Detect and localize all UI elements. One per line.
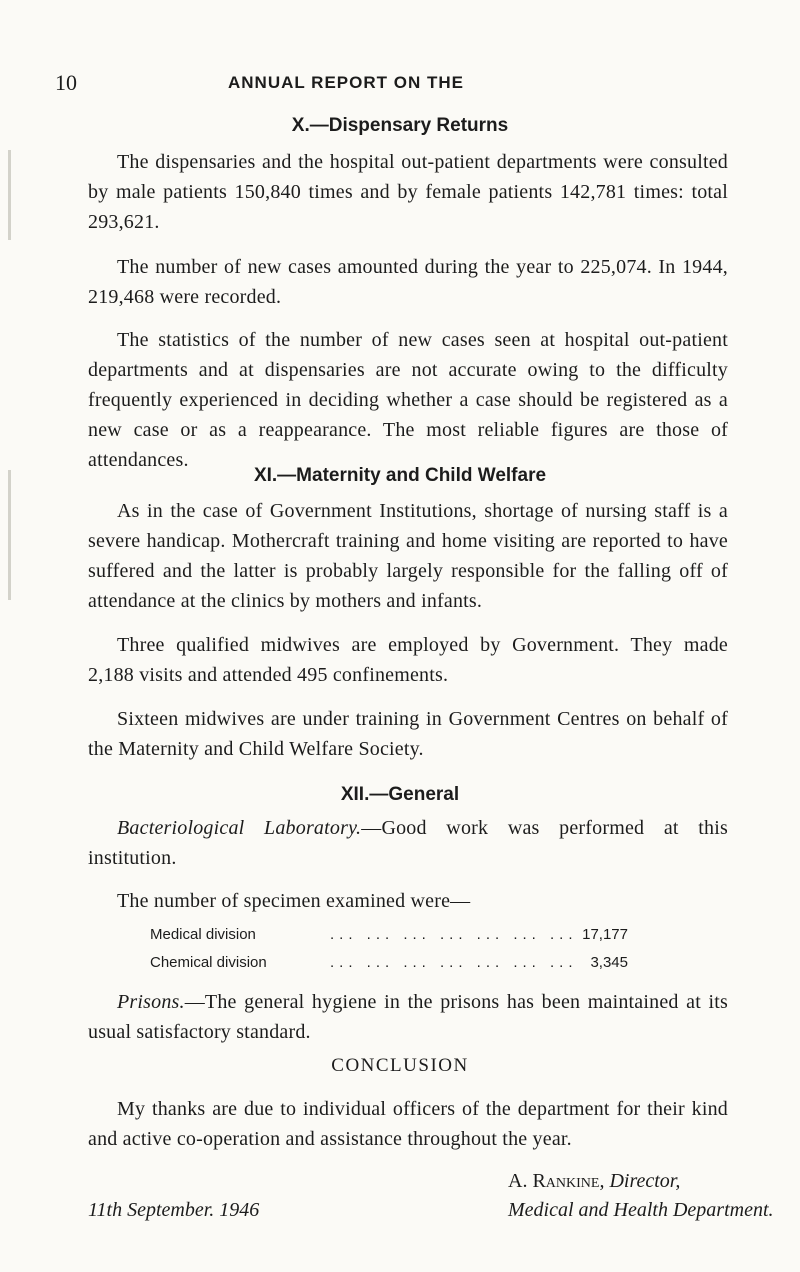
- signature-initial: A.: [508, 1170, 533, 1192]
- section-x-title: X.—Dispensary Returns: [291, 115, 509, 136]
- page-number: 10: [55, 70, 77, 95]
- section-xi-paragraph-1: As in the case of Government Institutions, shortage of nursing staff is a severe handicap. Mothercraft training and home visiting are reported to have suffered and the latter is probably largely responsible for the falling off of attendance at the clinics by mothers and infants.: [88, 500, 728, 612]
- prisons-paragraph: [88, 987, 728, 1047]
- conclusion-paragraph: My thanks are due to individual officers of the department for their kind and active co-operation and assistance throughout the year.: [88, 1098, 728, 1150]
- conclusion-title: CONCLUSION: [331, 1055, 469, 1076]
- scan-edge-mark: [8, 150, 11, 240]
- running-title: ANNUAL REPORT ON THE: [228, 73, 464, 92]
- prisons-text: —The general hygiene in the prisons has been maintained at its usual satisfactory standard.: [88, 991, 728, 1043]
- signature-name: Rankine: [532, 1170, 600, 1192]
- leader-dots: ... ... ... ... ... ... ...: [330, 926, 578, 943]
- section-x-paragraph-3: The statistics of the number of new cases seen at hospital out-patient departments and at dispensaries are not accurate owing to the difficulty frequently experienced in deciding whether a case should be registered as a new case or as a reappearance. The most reliable figures are those of attendances.: [88, 329, 728, 471]
- prisons-heading: Prisons.: [117, 991, 185, 1013]
- specimen-value: 17,177: [582, 926, 628, 943]
- specimen-row-chemical: [150, 954, 628, 976]
- section-xi-paragraph-2: Three qualified midwives are employed by Government. They made 2,188 visits and attended 495 confinements.: [88, 634, 728, 686]
- lab-text: —Good work was performed at this institution.: [88, 817, 728, 869]
- section-xii-title: XII.—General: [340, 784, 460, 805]
- signature-department: Medical and Health Department.: [508, 1199, 774, 1221]
- signature-line-1: [508, 1170, 680, 1193]
- specimen-value: 3,345: [590, 954, 628, 971]
- section-xi-title: XI.—Maternity and Child Welfare: [253, 465, 547, 486]
- lab-heading: Bacteriological Laboratory.: [117, 817, 362, 839]
- lab-paragraph: [88, 813, 728, 873]
- section-x-paragraph-2: The number of new cases amounted during the year to 225,074. In 1944, 219,468 were recorded.: [88, 256, 728, 308]
- specimen-row-medical: [150, 926, 628, 948]
- signature-role: , Director,: [599, 1170, 681, 1192]
- scan-edge-mark: [8, 470, 11, 600]
- leader-dots: ... ... ... ... ... ... ...: [330, 954, 578, 971]
- date-line: 11th September. 1946: [88, 1199, 260, 1221]
- section-xi-paragraph-3: Sixteen midwives are under training in Government Centres on behalf of the Maternity and Child Welfare Society.: [88, 708, 728, 760]
- section-x-paragraph-1: The dispensaries and the hospital out-patient departments were consulted by male patients 150,840 times and by female patients 142,781 times: total 293,621.: [88, 151, 728, 233]
- specimen-intro: The number of specimen examined were—: [117, 890, 471, 912]
- specimen-label: Medical division: [150, 926, 256, 943]
- page-header: [0, 70, 800, 100]
- specimen-label: Chemical division: [150, 954, 267, 971]
